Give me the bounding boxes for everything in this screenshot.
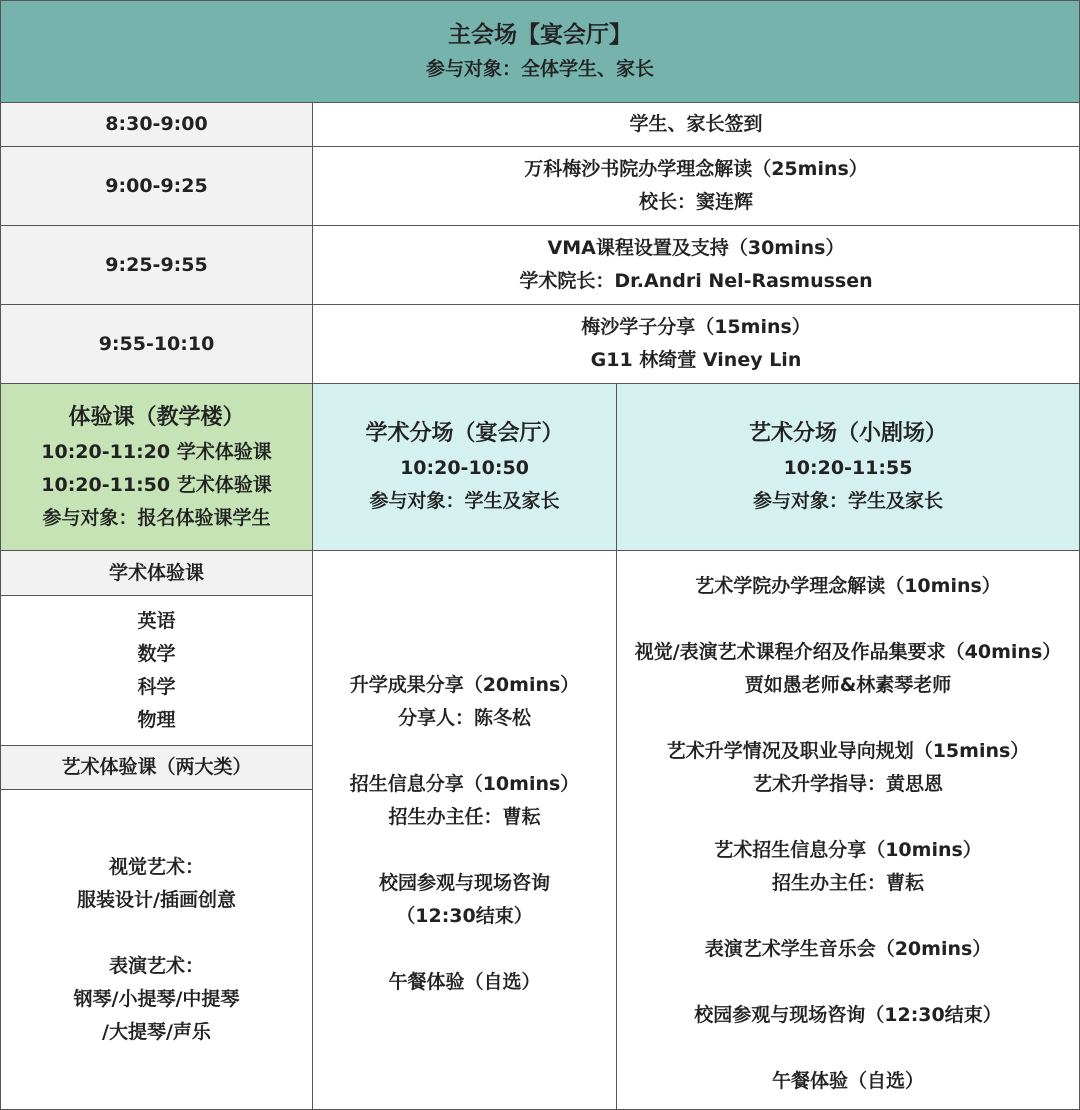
academic-trial-header: 学术体验课 [0, 550, 313, 596]
academic-session-time: 10:20-10:50 [400, 457, 529, 479]
main-venue-header [0, 0, 1080, 103]
time-cell: 9:25-9:55 [0, 225, 313, 305]
agenda-line: （12:30结束） [396, 905, 533, 927]
list-item: 服装设计/插画创意 [77, 888, 236, 911]
academic-session-audience: 参与对象：学生及家长 [369, 490, 560, 512]
list-item: 表演艺术： [108, 954, 204, 977]
trial-class-title: 体验课（教学楼） [68, 404, 245, 430]
art-session-title: 艺术分场（小剧场） [748, 421, 947, 446]
academic-session-title: 学术分场（宴会厅） [365, 421, 564, 446]
art-trial-header: 艺术体验课（两大类） [0, 745, 313, 790]
trial-class-line: 参与对象：报名体验课学生 [42, 506, 271, 529]
main-venue-title: 主会场【宴会厅】 [448, 22, 632, 48]
list-item: 英语 [137, 609, 176, 632]
agenda-line: 招生办主任：曹耘 [771, 872, 924, 894]
agenda-line: 升学成果分享（20mins） [349, 674, 580, 696]
academic-trial-list [0, 595, 313, 746]
art-session-header [616, 383, 1080, 551]
agenda-line: 艺术学院办学理念解读（10mins） [695, 575, 1001, 597]
agenda-cell [312, 304, 1080, 384]
agenda-line: 校园参观与现场咨询（12:30结束） [694, 1004, 1002, 1026]
agenda-line: 艺术升学指导：黄思恩 [752, 773, 943, 795]
list-item: 科学 [137, 675, 176, 698]
time-cell: 8:30-9:00 [0, 102, 313, 147]
agenda-line: 万科梅沙书院办学理念解读（25mins） [524, 158, 868, 180]
time-cell: 9:00-9:25 [0, 146, 313, 226]
art-session-time: 10:20-11:55 [783, 457, 913, 479]
trial-class-line: 10:20-11:50 艺术体验课 [41, 473, 272, 496]
trial-class-header [0, 383, 313, 551]
agenda-line: G11 林绮萱 Viney Lin [590, 349, 802, 371]
agenda-cell [312, 146, 1080, 226]
agenda-line: 学术院长：Dr.Andri Nel-Rasmussen [519, 270, 873, 292]
agenda-line: 校园参观与现场咨询 [378, 872, 550, 894]
list-item: 数学 [137, 642, 176, 665]
time-cell: 9:55-10:10 [0, 304, 313, 384]
agenda-line: VMA课程设置及支持（30mins） [547, 237, 845, 259]
agenda-cell [312, 225, 1080, 305]
agenda-line: 艺术招生信息分享（10mins） [714, 839, 982, 861]
agenda-line: 学生、家长签到 [629, 113, 763, 135]
agenda-cell [312, 102, 1080, 147]
list-item: 钢琴/小提琴/中提琴 [73, 987, 240, 1010]
list-item: 视觉艺术： [108, 855, 204, 878]
agenda-line: 分享人：陈冬松 [397, 707, 531, 729]
agenda-line: 午餐体验（自选） [771, 1070, 924, 1092]
agenda-line: 招生办主任：曹耘 [388, 806, 541, 828]
list-item: 物理 [137, 708, 176, 731]
list-item: /大提琴/声乐 [102, 1020, 211, 1043]
agenda-line: 艺术升学情况及职业导向规划（15mins） [666, 740, 1030, 762]
trial-class-line: 10:20-11:20 学术体验课 [41, 440, 272, 463]
agenda-line: 贾如愚老师&林素琴老师 [744, 674, 952, 696]
agenda-line: 梅沙学子分享（15mins） [581, 316, 811, 338]
main-venue-audience: 参与对象：全体学生、家长 [425, 58, 654, 80]
agenda-line: 午餐体验（自选） [388, 971, 541, 993]
agenda-line: 表演艺术学生音乐会（20mins） [704, 938, 992, 960]
art-session-audience: 参与对象：学生及家长 [752, 490, 943, 512]
agenda-line: 视觉/表演艺术课程介绍及作品集要求（40mins） [634, 641, 1062, 663]
agenda-line: 校长：窦连辉 [638, 191, 753, 213]
academic-session-agenda [312, 550, 617, 1110]
art-trial-list [0, 789, 313, 1110]
academic-session-header [312, 383, 617, 551]
art-session-agenda [616, 550, 1080, 1110]
agenda-line: 招生信息分享（10mins） [349, 773, 580, 795]
